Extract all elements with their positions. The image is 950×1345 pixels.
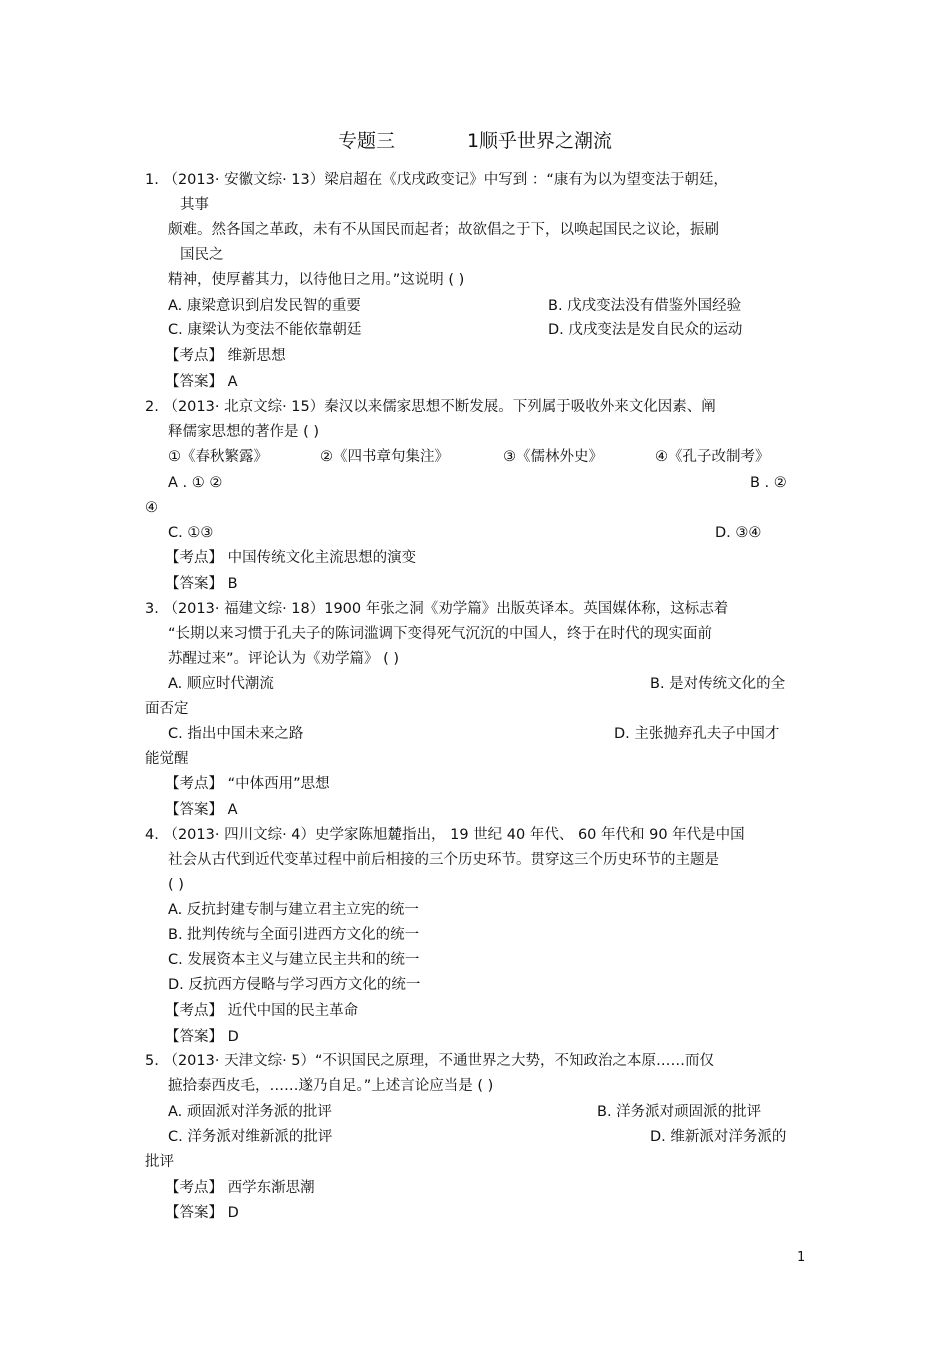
q3-stem-line2: “长期以来习惯于孔夫子的陈词滥调下变得死气沉沉的中国人，终于在时代的现实面前 xyxy=(168,626,713,642)
q3-stem-line3: 苏醒过来”。评论认为《劝学篇》 ( ) xyxy=(168,651,400,667)
q3-option-c: C. 指出中国未来之路 xyxy=(168,726,304,742)
q1-option-b: B. 戊戌变法没有借鉴外国经验 xyxy=(548,298,742,314)
q1-option-a: A. 康梁意识到启发民智的重要 xyxy=(168,298,361,314)
q4-stem-line3: ( ) xyxy=(168,877,184,893)
q3-answer: 【答案】 A xyxy=(165,802,238,818)
q1-stem-line5: 精神，使厚蓄其力，以待他日之用。”这说明 ( ) xyxy=(168,272,465,288)
q4-option-b: B. 批判传统与全面引进西方文化的统一 xyxy=(168,927,420,943)
q3-option-d: D. 主张抛弃孔夫子中国才 xyxy=(614,726,780,742)
page-number: 1 xyxy=(797,1250,806,1265)
q5-option-d-continued: 批评 xyxy=(145,1154,174,1170)
q1-answer: 【答案】 A xyxy=(165,374,238,390)
q2-option-a: A . ① ② xyxy=(168,475,223,491)
q3-option-b-continued: 面否定 xyxy=(145,701,189,717)
q2-item-1: ①《春秋繁露》 xyxy=(168,449,268,465)
q3-stem-line1: 3. （2013· 福建文综· 18）1900 年张之洞《劝学篇》出版英译本。英国媒体称，这标志着 xyxy=(145,601,729,617)
q2-option-b: B . ② xyxy=(750,475,787,491)
q2-item-3: ③《儒林外史》 xyxy=(503,449,603,465)
q5-option-b: B. 洋务派对顽固派的批评 xyxy=(597,1104,762,1120)
q4-option-a: A. 反抗封建专制与建立君主立宪的统一 xyxy=(168,902,419,918)
q5-option-d: D. 维新派对洋务派的 xyxy=(650,1129,787,1145)
q2-item-4: ④《孔子改制考》 xyxy=(655,449,770,465)
q2-option-d: D. ③④ xyxy=(715,525,762,541)
q3-option-b: B. 是对传统文化的全 xyxy=(650,676,786,692)
q2-item-2: ②《四书章句集注》 xyxy=(320,449,449,465)
q3-option-d-continued: 能觉醒 xyxy=(145,751,189,767)
title-part2: 1顺乎世界之潮流 xyxy=(466,130,613,152)
q5-stem-line1: 5. （2013· 天津文综· 5）“不识国民之原理，不通世界之大势，不知政治之本原……而仅 xyxy=(145,1053,715,1069)
q1-option-c: C. 康梁认为变法不能依靠朝廷 xyxy=(168,322,362,338)
q2-option-b-continued: ④ xyxy=(145,500,158,516)
q5-kaodian: 【考点】 西学东渐思潮 xyxy=(165,1180,315,1196)
q1-kaodian: 【考点】 维新思想 xyxy=(165,348,286,364)
q4-kaodian: 【考点】 近代中国的民主革命 xyxy=(165,1003,359,1019)
q4-option-d: D. 反抗西方侵略与学习西方文化的统一 xyxy=(168,977,421,993)
page-title xyxy=(0,128,950,154)
q1-stem-line4: 国民之 xyxy=(180,247,224,263)
q3-option-a: A. 顺应时代潮流 xyxy=(168,676,274,692)
q5-stem-line2: 摭拾泰西皮毛，……遂乃自足。”上述言论应当是 ( ) xyxy=(168,1078,494,1094)
q2-answer: 【答案】 B xyxy=(165,576,238,592)
q3-kaodian: 【考点】 “中体西用”思想 xyxy=(165,776,330,792)
q1-stem-line3: 颇难。然各国之革政，未有不从国民而起者；故欲倡之于下，以唤起国民之议论，振刷 xyxy=(168,222,719,238)
q4-stem-line2: 社会从古代到近代变革过程中前后相接的三个历史环节。贯穿这三个历史环节的主题是 xyxy=(168,852,719,868)
q1-stem-line2: 其事 xyxy=(180,197,209,213)
q5-option-c: C. 洋务派对维新派的批评 xyxy=(168,1129,333,1145)
title-part1: 专题三 xyxy=(337,130,395,152)
q4-option-c: C. 发展资本主义与建立民主共和的统一 xyxy=(168,952,420,968)
q2-stem-line1: 2. （2013· 北京文综· 15）秦汉以来儒家思想不断发展。下列属于吸收外来文化因素、阐 xyxy=(145,399,716,415)
q1-option-d: D. 戊戌变法是发自民众的运动 xyxy=(548,322,743,338)
q4-stem-line1: 4. （2013· 四川文综· 4）史学家陈旭麓指出， 19 世纪 40 年代、 60 年代和 90 年代是中国 xyxy=(145,827,745,843)
q2-stem-line2: 释儒家思想的著作是 ( ) xyxy=(168,424,320,440)
q5-answer: 【答案】 D xyxy=(165,1205,239,1221)
q2-kaodian: 【考点】 中国传统文化主流思想的演变 xyxy=(165,550,417,566)
q5-option-a: A. 顽固派对洋务派的批评 xyxy=(168,1104,332,1120)
q4-answer: 【答案】 D xyxy=(165,1029,239,1045)
q1-stem-line1: 1. （2013· 安徽文综· 13）梁启超在《戊戌政变记》中写到 ：“康有为以为望变法于朝廷， xyxy=(145,172,728,188)
q2-option-c: C. ①③ xyxy=(168,525,214,541)
